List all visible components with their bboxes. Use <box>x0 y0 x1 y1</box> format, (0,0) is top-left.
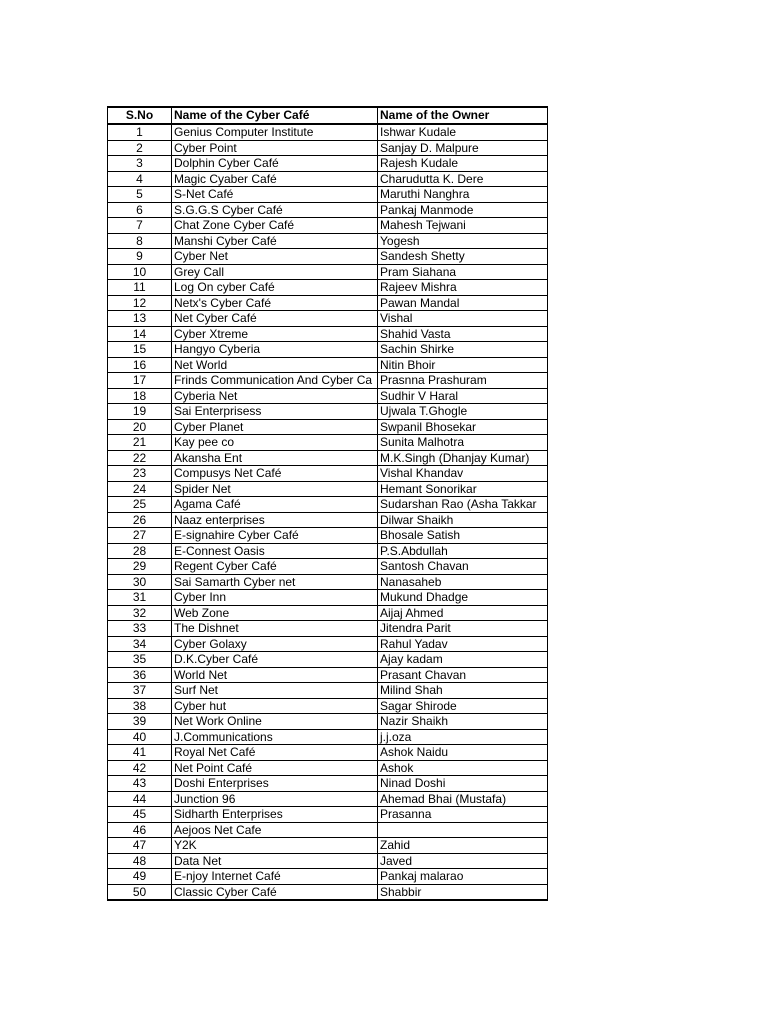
row-sno: 44 <box>108 791 172 807</box>
table-row <box>108 171 548 187</box>
row-owner-name: Mahesh Tejwani <box>378 218 548 234</box>
table-row <box>108 140 548 156</box>
row-owner-name: Sagar Shirode <box>378 698 548 714</box>
table-row <box>108 636 548 652</box>
row-sno: 29 <box>108 559 172 575</box>
row-cafe-name: Cyber Golaxy <box>172 636 378 652</box>
row-sno: 22 <box>108 450 172 466</box>
row-cafe-name: Hangyo Cyberia <box>172 342 378 358</box>
table-row <box>108 807 548 823</box>
table-row <box>108 264 548 280</box>
table-row <box>108 466 548 482</box>
header-sno: S.No <box>108 107 172 124</box>
row-sno: 49 <box>108 869 172 885</box>
row-cafe-name: Cyber Planet <box>172 419 378 435</box>
table-row <box>108 667 548 683</box>
row-cafe-name: Net Work Online <box>172 714 378 730</box>
row-cafe-name: E-signahire Cyber Café <box>172 528 378 544</box>
row-cafe-name: Cyber hut <box>172 698 378 714</box>
row-cafe-name: J.Communications <box>172 729 378 745</box>
row-owner-name: Prasant Chavan <box>378 667 548 683</box>
table-row <box>108 791 548 807</box>
row-sno: 43 <box>108 776 172 792</box>
row-sno: 8 <box>108 233 172 249</box>
row-cafe-name: Cyberia Net <box>172 388 378 404</box>
row-owner-name: Pankaj Manmode <box>378 202 548 218</box>
row-owner-name: Rahul Yadav <box>378 636 548 652</box>
row-owner-name: Ahemad Bhai (Mustafa) <box>378 791 548 807</box>
row-cafe-name: Akansha Ent <box>172 450 378 466</box>
row-cafe-name: Sai Enterprisess <box>172 404 378 420</box>
header-row <box>108 107 548 124</box>
row-sno: 26 <box>108 512 172 528</box>
row-sno: 37 <box>108 683 172 699</box>
row-sno: 45 <box>108 807 172 823</box>
row-owner-name: Rajesh Kudale <box>378 156 548 172</box>
table-row <box>108 760 548 776</box>
row-owner-name: Pram Siahana <box>378 264 548 280</box>
table-row <box>108 884 548 900</box>
table-row <box>108 559 548 575</box>
row-sno: 47 <box>108 838 172 854</box>
row-owner-name: Pawan Mandal <box>378 295 548 311</box>
row-cafe-name: Sai Samarth Cyber net <box>172 574 378 590</box>
row-cafe-name: Magic Cyaber Café <box>172 171 378 187</box>
row-owner-name <box>378 822 548 838</box>
row-owner-name: Sachin Shirke <box>378 342 548 358</box>
table-row <box>108 342 548 358</box>
table-row <box>108 156 548 172</box>
row-cafe-name: Royal Net Café <box>172 745 378 761</box>
row-sno: 17 <box>108 373 172 389</box>
row-cafe-name: Chat Zone Cyber Café <box>172 218 378 234</box>
row-owner-name: Jitendra Parit <box>378 621 548 637</box>
row-sno: 38 <box>108 698 172 714</box>
table-row <box>108 776 548 792</box>
row-sno: 16 <box>108 357 172 373</box>
row-sno: 42 <box>108 760 172 776</box>
row-cafe-name: S-Net Café <box>172 187 378 203</box>
row-sno: 3 <box>108 156 172 172</box>
row-cafe-name: Agama Café <box>172 497 378 513</box>
row-sno: 33 <box>108 621 172 637</box>
row-cafe-name: S.G.G.S Cyber Café <box>172 202 378 218</box>
row-owner-name: Dilwar Shaikh <box>378 512 548 528</box>
table-row <box>108 528 548 544</box>
row-cafe-name: E-njoy Internet Café <box>172 869 378 885</box>
row-owner-name: M.K.Singh (Dhanjay Kumar) <box>378 450 548 466</box>
row-owner-name: Milind Shah <box>378 683 548 699</box>
row-owner-name: Santosh Chavan <box>378 559 548 575</box>
row-owner-name: Javed <box>378 853 548 869</box>
row-sno: 1 <box>108 124 172 140</box>
row-sno: 19 <box>108 404 172 420</box>
table-row <box>108 729 548 745</box>
table-body <box>108 124 548 900</box>
table-row <box>108 745 548 761</box>
row-sno: 5 <box>108 187 172 203</box>
row-owner-name: Ninad Doshi <box>378 776 548 792</box>
table-row <box>108 450 548 466</box>
row-owner-name: Yogesh <box>378 233 548 249</box>
row-sno: 12 <box>108 295 172 311</box>
row-owner-name: Vishal Khandav <box>378 466 548 482</box>
row-owner-name: Pankaj malarao <box>378 869 548 885</box>
table-row <box>108 280 548 296</box>
row-owner-name: Nazir Shaikh <box>378 714 548 730</box>
table-row <box>108 698 548 714</box>
row-cafe-name: Kay pee co <box>172 435 378 451</box>
table-row <box>108 218 548 234</box>
row-cafe-name: Regent Cyber Café <box>172 559 378 575</box>
row-cafe-name: Cyber Xtreme <box>172 326 378 342</box>
row-owner-name: Sanjay D. Malpure <box>378 140 548 156</box>
row-owner-name: Ashok Naidu <box>378 745 548 761</box>
row-cafe-name: Cyber Inn <box>172 590 378 606</box>
row-owner-name: Maruthi Nanghra <box>378 187 548 203</box>
row-sno: 11 <box>108 280 172 296</box>
table-row <box>108 574 548 590</box>
row-sno: 27 <box>108 528 172 544</box>
row-cafe-name: Genius Computer Institute <box>172 124 378 140</box>
row-owner-name: Ujwala T.Ghogle <box>378 404 548 420</box>
row-cafe-name: Cyber Net <box>172 249 378 265</box>
row-owner-name: P.S.Abdullah <box>378 543 548 559</box>
row-cafe-name: E-Connest Oasis <box>172 543 378 559</box>
row-cafe-name: D.K.Cyber Café <box>172 652 378 668</box>
row-owner-name: Ashok <box>378 760 548 776</box>
row-sno: 41 <box>108 745 172 761</box>
row-owner-name: Sunita Malhotra <box>378 435 548 451</box>
row-sno: 46 <box>108 822 172 838</box>
table-row <box>108 605 548 621</box>
table-row <box>108 590 548 606</box>
row-cafe-name: Grey Call <box>172 264 378 280</box>
table-row <box>108 202 548 218</box>
row-sno: 4 <box>108 171 172 187</box>
table-row <box>108 683 548 699</box>
table-row <box>108 652 548 668</box>
row-cafe-name: The Dishnet <box>172 621 378 637</box>
table-row <box>108 326 548 342</box>
row-sno: 30 <box>108 574 172 590</box>
table-row <box>108 233 548 249</box>
table-row <box>108 838 548 854</box>
row-sno: 2 <box>108 140 172 156</box>
row-sno: 18 <box>108 388 172 404</box>
row-cafe-name: Naaz enterprises <box>172 512 378 528</box>
row-cafe-name: Data Net <box>172 853 378 869</box>
row-owner-name: Nitin Bhoir <box>378 357 548 373</box>
table-row <box>108 869 548 885</box>
row-sno: 39 <box>108 714 172 730</box>
row-sno: 7 <box>108 218 172 234</box>
row-cafe-name: Cyber Point <box>172 140 378 156</box>
table-header <box>108 107 548 124</box>
table-row <box>108 822 548 838</box>
table-row <box>108 497 548 513</box>
table-row <box>108 419 548 435</box>
row-sno: 20 <box>108 419 172 435</box>
row-sno: 31 <box>108 590 172 606</box>
row-owner-name: Ajay kadam <box>378 652 548 668</box>
row-cafe-name: Sidharth Enterprises <box>172 807 378 823</box>
row-cafe-name: Doshi Enterprises <box>172 776 378 792</box>
row-cafe-name: Net Cyber Café <box>172 311 378 327</box>
table-row <box>108 357 548 373</box>
row-owner-name: Prasnna Prashuram <box>378 373 548 389</box>
row-sno: 40 <box>108 729 172 745</box>
row-cafe-name: Surf Net <box>172 683 378 699</box>
row-cafe-name: Junction 96 <box>172 791 378 807</box>
row-owner-name: Aijaj Ahmed <box>378 605 548 621</box>
table-row <box>108 124 548 140</box>
row-owner-name: Sudarshan Rao (Asha Takkar <box>378 497 548 513</box>
table-row <box>108 543 548 559</box>
row-sno: 36 <box>108 667 172 683</box>
row-cafe-name: Web Zone <box>172 605 378 621</box>
row-owner-name: Charudutta K. Dere <box>378 171 548 187</box>
row-owner-name: Shabbir <box>378 884 548 900</box>
row-cafe-name: Netx's Cyber Café <box>172 295 378 311</box>
header-owner-name: Name of the Owner <box>378 107 548 124</box>
row-sno: 9 <box>108 249 172 265</box>
row-sno: 13 <box>108 311 172 327</box>
row-owner-name: Shahid Vasta <box>378 326 548 342</box>
row-owner-name: Swpanil Bhosekar <box>378 419 548 435</box>
table-row <box>108 295 548 311</box>
row-owner-name: Mukund Dhadge <box>378 590 548 606</box>
table-row <box>108 853 548 869</box>
row-cafe-name: Dolphin Cyber Café <box>172 156 378 172</box>
row-owner-name: j.j.oza <box>378 729 548 745</box>
row-sno: 15 <box>108 342 172 358</box>
row-sno: 21 <box>108 435 172 451</box>
row-sno: 32 <box>108 605 172 621</box>
header-cafe-name: Name of the Cyber Café <box>172 107 378 124</box>
table-row <box>108 404 548 420</box>
row-owner-name: Nanasaheb <box>378 574 548 590</box>
table-row <box>108 435 548 451</box>
row-owner-name: Hemant Sonorikar <box>378 481 548 497</box>
row-sno: 6 <box>108 202 172 218</box>
row-sno: 28 <box>108 543 172 559</box>
row-cafe-name: Log On cyber Café <box>172 280 378 296</box>
table-row <box>108 187 548 203</box>
row-cafe-name: Spider Net <box>172 481 378 497</box>
row-cafe-name: World Net <box>172 667 378 683</box>
row-sno: 48 <box>108 853 172 869</box>
row-owner-name: Prasanna <box>378 807 548 823</box>
row-cafe-name: Frinds Communication And Cyber Ca <box>172 373 378 389</box>
table-row <box>108 512 548 528</box>
row-sno: 24 <box>108 481 172 497</box>
row-cafe-name: Aejoos Net Cafe <box>172 822 378 838</box>
row-sno: 10 <box>108 264 172 280</box>
row-sno: 35 <box>108 652 172 668</box>
table-row <box>108 481 548 497</box>
row-owner-name: Vishal <box>378 311 548 327</box>
row-cafe-name: Net Point Café <box>172 760 378 776</box>
row-owner-name: Zahid <box>378 838 548 854</box>
table-row <box>108 373 548 389</box>
row-cafe-name: Classic Cyber Café <box>172 884 378 900</box>
row-sno: 23 <box>108 466 172 482</box>
table-row <box>108 714 548 730</box>
table-row <box>108 621 548 637</box>
row-cafe-name: Manshi Cyber Café <box>172 233 378 249</box>
row-owner-name: Sandesh Shetty <box>378 249 548 265</box>
row-owner-name: Sudhir V Haral <box>378 388 548 404</box>
row-sno: 34 <box>108 636 172 652</box>
row-sno: 50 <box>108 884 172 900</box>
table-row <box>108 249 548 265</box>
row-owner-name: Rajeev Mishra <box>378 280 548 296</box>
row-sno: 14 <box>108 326 172 342</box>
row-cafe-name: Y2K <box>172 838 378 854</box>
table-row <box>108 388 548 404</box>
row-sno: 25 <box>108 497 172 513</box>
cyber-cafe-table <box>107 106 548 901</box>
row-cafe-name: Net World <box>172 357 378 373</box>
row-owner-name: Ishwar Kudale <box>378 124 548 140</box>
row-cafe-name: Compusys Net Café <box>172 466 378 482</box>
row-owner-name: Bhosale Satish <box>378 528 548 544</box>
table-row <box>108 311 548 327</box>
